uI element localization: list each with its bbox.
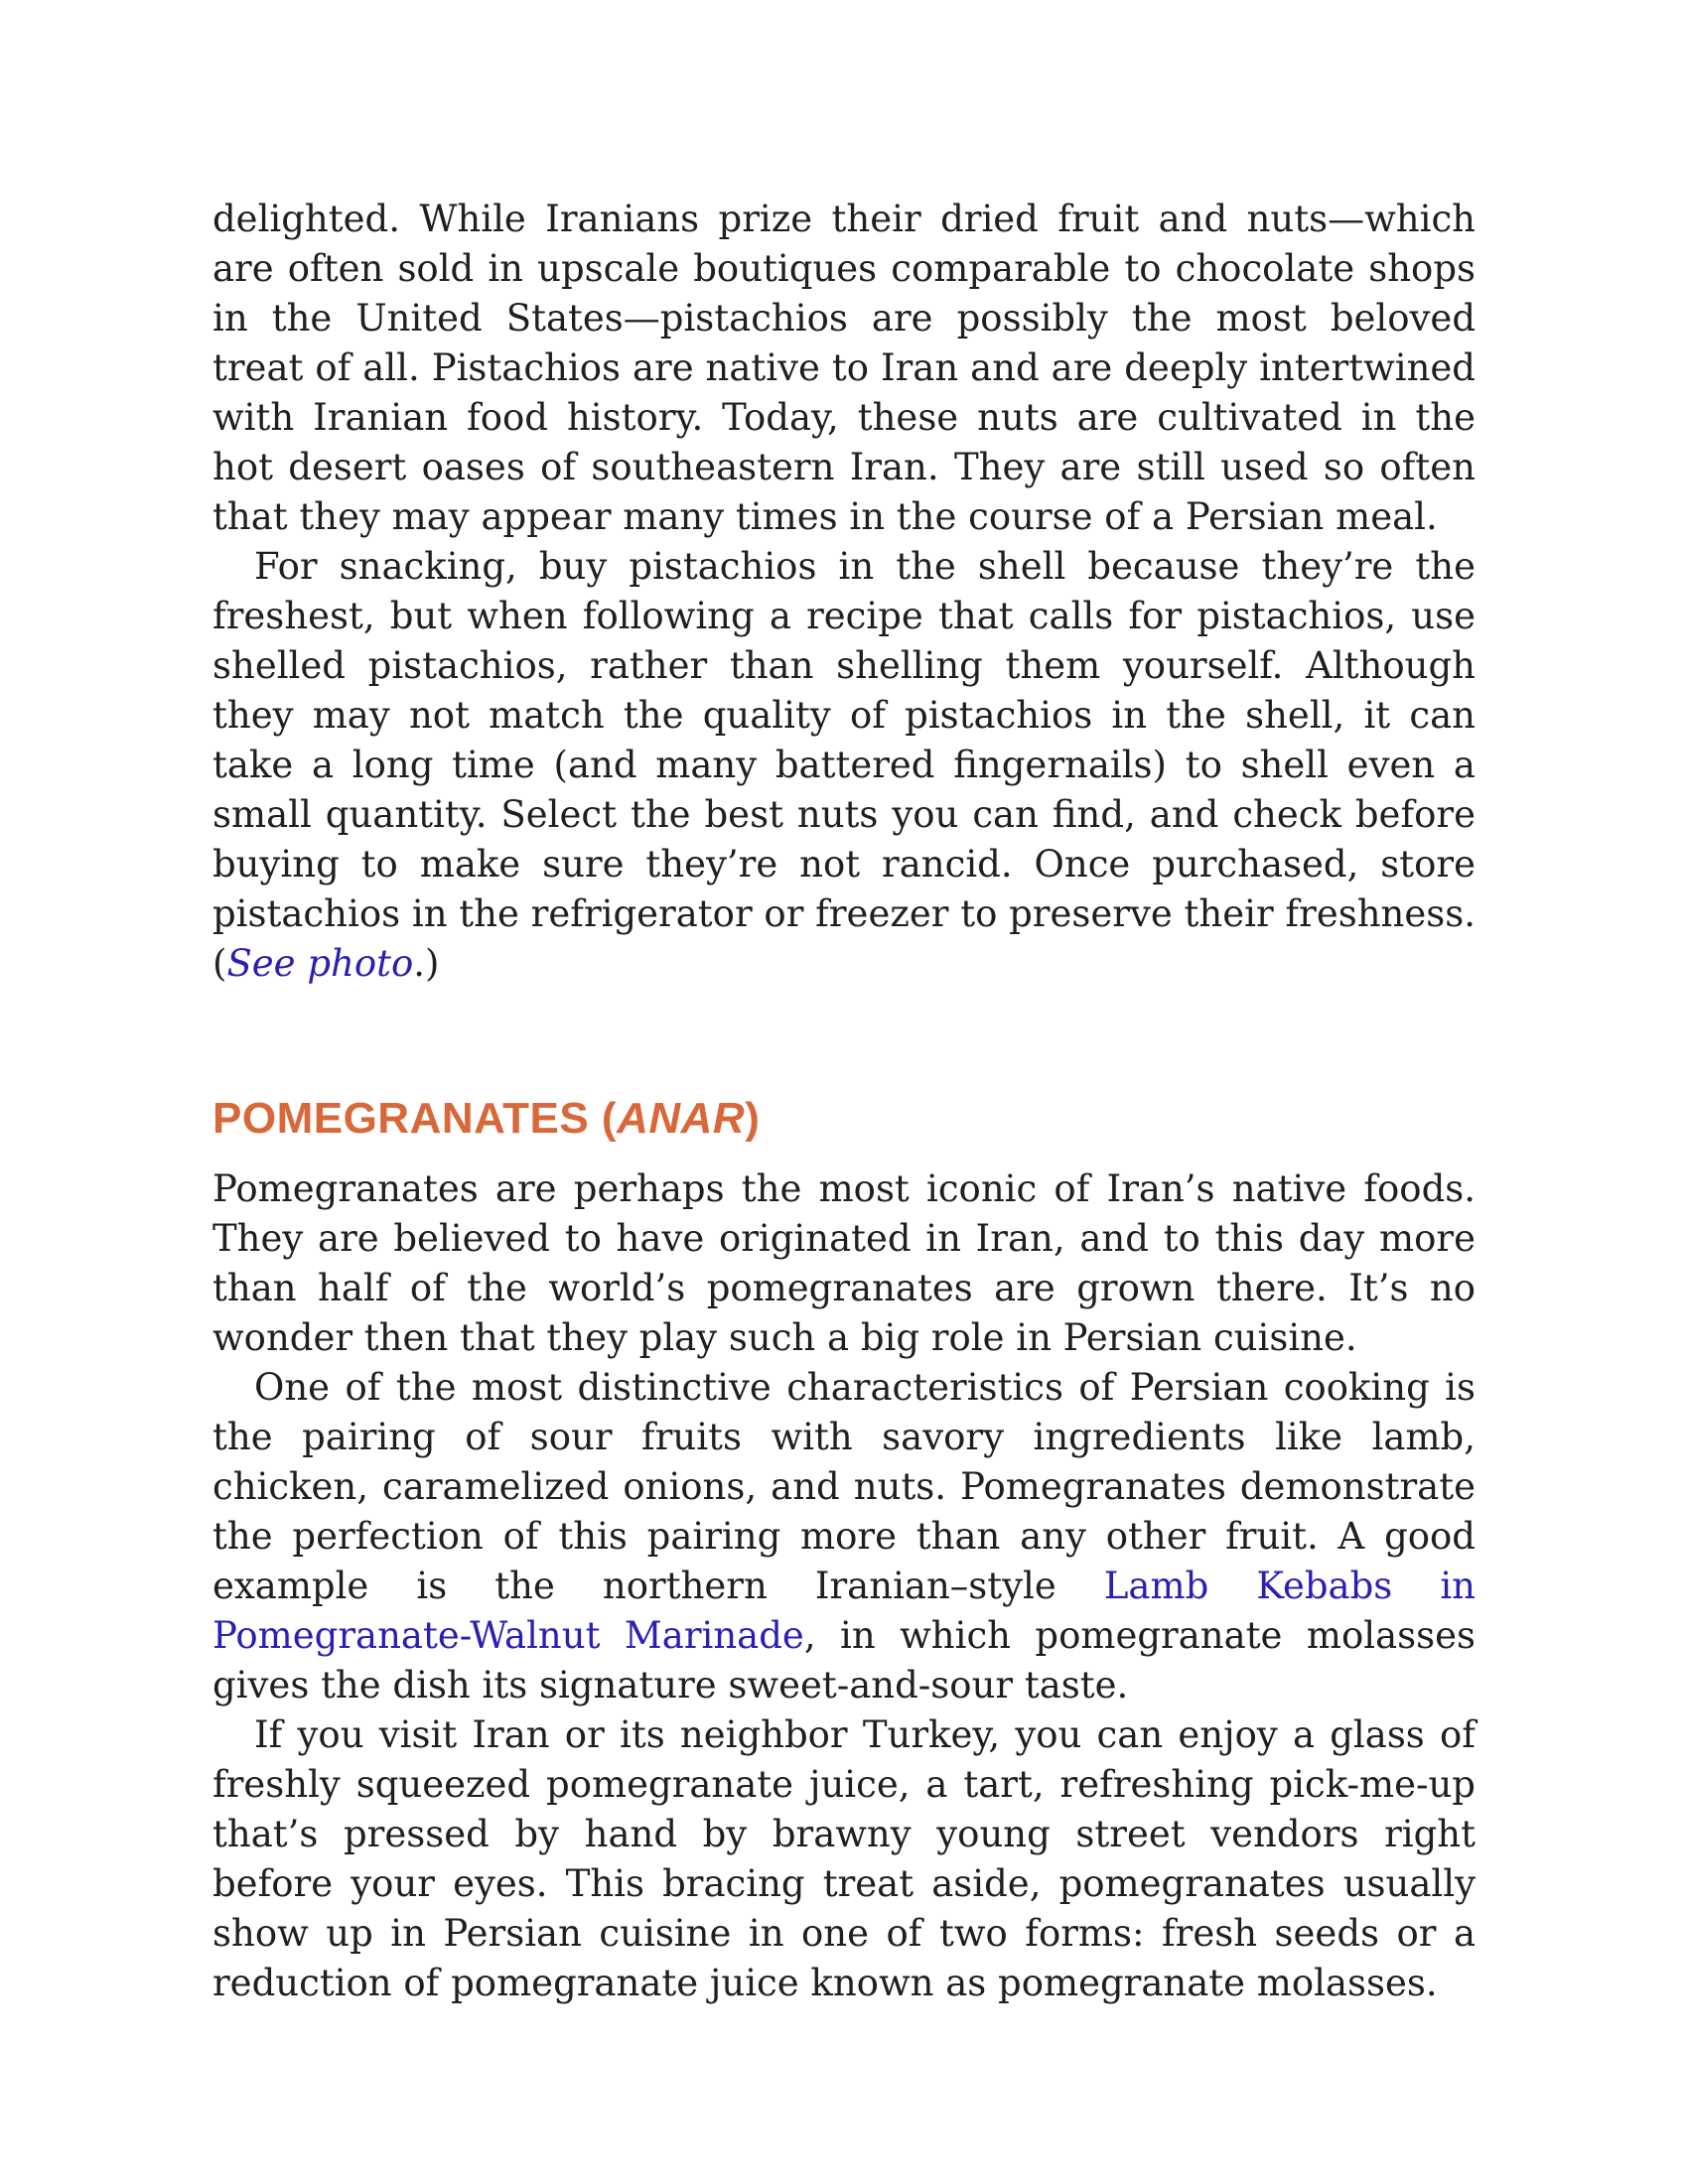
- heading-italic-text: ANAR: [617, 1094, 746, 1143]
- pomegranate-paragraph-3: If you visit Iran or its neighbor Turkey, you can enjoy a glass of freshly squeezed pomegranate juice, a tart, refreshing pick-me-up that’s pressed by hand by brawny young street vendors right before your eyes. This bracing treat aside, pomegranates usually show up in Persian cuisine in one of two forms: fresh seeds or a reduction of pomegranate juice known as pomegranate molasses.: [212, 1713, 1476, 2004]
- pistachio-paragraph-2-text: For snacking, buy pistachios in the shell because they’re the freshest, but when following a recipe that calls for pistachios, use shelled pistachios, rather than shelling them yourself. Although they may not match the quality of pistachios in the shell, it can take a long time (and many battered fingernails) to shell even a small quantity. Select the best nuts you can find, and check before buying to make sure they’re not rancid. Once purchased, store pistachios in the refrigerator or freezer to preserve their freshness. (: [212, 545, 1476, 985]
- see-photo-link[interactable]: See photo: [226, 942, 414, 985]
- page-content: [212, 195, 1476, 2008]
- heading-end-text: ): [745, 1094, 761, 1143]
- pistachio-paragraph-1: delighted. While Iranians prize their dried fruit and nuts—which are often sold in upscale boutiques comparable to chocolate shops in the United States—pistachios are possibly the most beloved treat of all. Pistachios are native to Iran and are deeply intertwined with Iranian food history. Today, these nuts are cultivated in the hot desert oases of southeastern Iran. They are still used so often that they may appear many times in the course of a Persian meal.: [212, 198, 1476, 538]
- pistachio-paragraph-2: [212, 542, 1476, 989]
- pistachio-paragraph-2-end: .): [413, 942, 440, 985]
- heading-main-text: POMEGRANATES (: [212, 1094, 618, 1143]
- pomegranate-paragraph-1: Pomegranates are perhaps the most iconic of Iran’s native foods. They are believed to have originated in Iran, and to this day more than half of the world’s pomegranates are grown there. It’s no wonder then that they play such a big role in Persian cuisine.: [212, 1167, 1476, 1359]
- pomegranate-paragraph-2-text: One of the most distinctive characteristics of Persian cooking is the pairing of sour fruits with savory ingredients like lamb, chicken, caramelized onions, and nuts. Pomegranates demonstrate the perfection of this pairing more than any other fruit. A good example is the northern Iranian–style: [212, 1366, 1476, 1607]
- pomegranates-heading: [212, 1091, 1476, 1147]
- pomegranate-paragraph-2-end: , in which pomegranate molasses gives the dish its signature sweet-and-sour taste.: [212, 1614, 1476, 1706]
- pomegranate-paragraph-2: [212, 1363, 1476, 1710]
- lamb-kebabs-recipe-link[interactable]: Lamb Kebabs in Pomegranate-Walnut Marinade: [212, 1565, 1477, 1657]
